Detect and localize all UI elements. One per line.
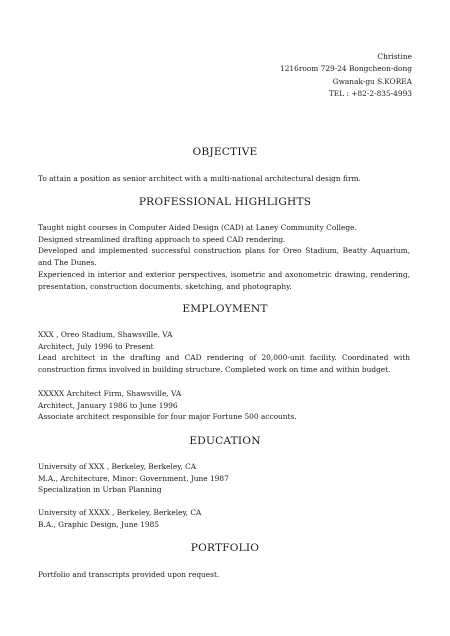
highlights-section <box>38 222 410 292</box>
school-name: University of XXXX , Berkeley, Berkeley, CA <box>38 508 202 517</box>
portfolio-text: Portfolio and transcripts provided upon request. <box>38 570 220 579</box>
education-school-2 <box>38 507 410 530</box>
objective-heading: OBJECTIVE <box>192 146 258 158</box>
job-description: Lead architect in the drafting and CAD rendering of 20,000-unit facility. Coordinated with construction firms involved in building structure. Completed work on time and within budget. <box>38 353 410 375</box>
job-employer: XXXXX Architect Firm, Shawsville, VA <box>38 389 182 398</box>
contact-name: Christine <box>377 52 412 61</box>
objective-section <box>38 173 410 185</box>
school-name: University of XXX , Berkeley, Berkeley, CA <box>38 462 197 471</box>
job-description: Associate architect responsible for four major Fortune 500 accounts. <box>38 412 297 422</box>
highlights-heading: PROFESSIONAL HIGHLIGHTS <box>138 196 312 208</box>
contact-phone: TEL : +82-2-835-4993 <box>328 88 412 98</box>
contact-address-line1: 1216room 729-24 Bongcheon-dong <box>280 64 412 74</box>
highlight-item: Experienced in interior and exterior perspectives, isometric and axonometric drawing, rendering, presentation, construction documents, sketching, and photography. <box>38 269 410 291</box>
employment-job-1 <box>38 329 410 376</box>
education-school-1 <box>38 461 410 496</box>
school-degree: B.A., Graphic Design, June 1985 <box>38 519 160 529</box>
job-position: Architect, January 1986 to June 1996 <box>38 400 178 410</box>
objective-text: To attain a position as senior architect with a multi-national architectural design firm. <box>38 174 361 183</box>
job-employer: XXX , Oreo Stadium, Shawsville, VA <box>38 330 173 339</box>
school-degree: M.A., Architecture, Minor: Government, June 1987 <box>38 473 229 483</box>
contact-info <box>280 51 412 100</box>
portfolio-section <box>38 569 410 581</box>
job-position: Architect, July 1996 to Present <box>38 341 154 351</box>
highlight-item: Taught night courses in Computer Aided Design (CAD) at Laney Community College. <box>38 223 357 232</box>
contact-address-line2: Gwanak-gu S.KOREA <box>332 76 412 86</box>
highlight-item: Developed and implemented successful construction plans for Oreo Stadium, Beatty Aquarium, and The Dunes. <box>38 246 410 268</box>
employment-job-2 <box>38 388 410 423</box>
highlight-item: Designed streamlined drafting approach to speed CAD rendering. <box>38 234 286 244</box>
education-heading: EDUCATION <box>189 435 261 447</box>
portfolio-heading: PORTFOLIO <box>190 542 260 554</box>
school-specialization: Specialization in Urban Planning <box>38 485 162 495</box>
employment-heading: EMPLOYMENT <box>182 303 268 315</box>
